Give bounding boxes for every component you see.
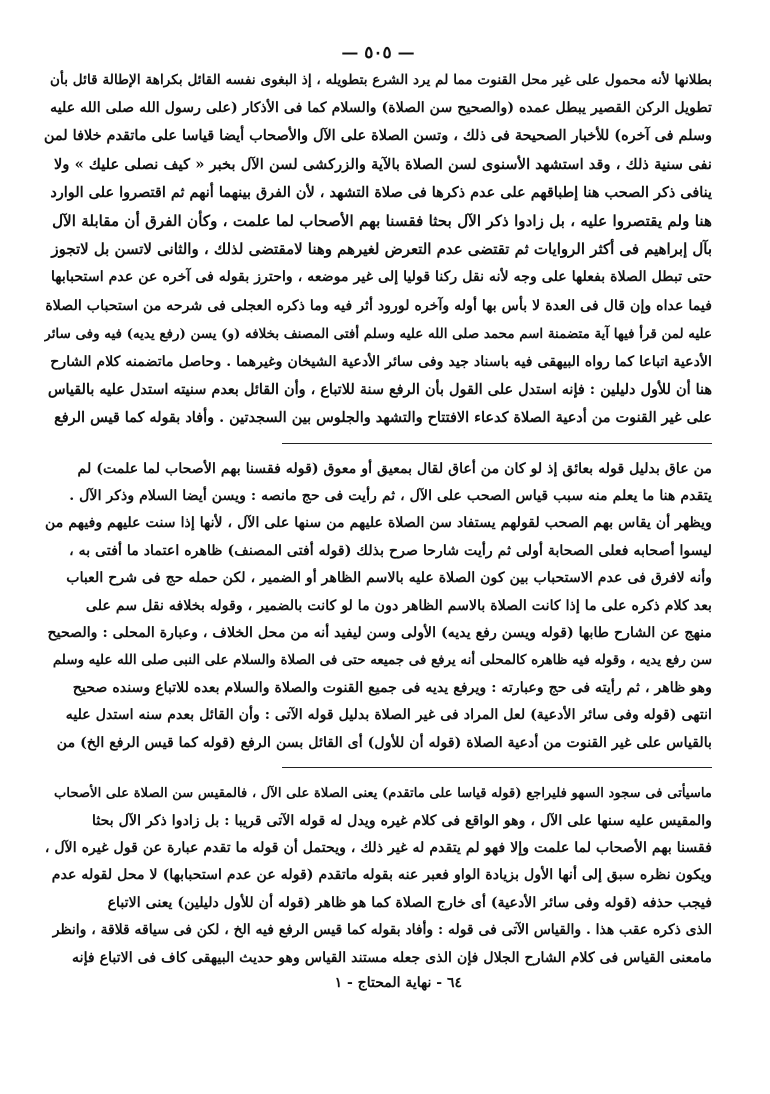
print-signature: ٦٤ - نهاية المحتاج - ١ [334,974,462,991]
commentary-first [44,456,712,757]
main-line: الأدعية اتباعا كما رواه البيهقى فيه باسناد جيد وفى سائر الأدعية الشيخان وغيرهما . وحاصل ماتضمنه كلام الشارح [50,354,712,371]
commentary-line: بالقياس على غير القنوت من أدعية الصلاة (قوله أن للأول) أى القائل بسن الرفع (قوله كما قيس الرفع الخ) من [56,734,712,751]
commentary-line: وهو ظاهر ، ثم رأيته فى حج وعبارته : ويرفع يديه فى جميع القنوت والصلاة والسلام بعده للاتباع وسنده صحيح [72,679,712,696]
commentary-line: بعد كلام ذكره على ما إذا كانت الصلاة بالاسم الظاهر دون ما لو كانت بالضمير ، وقوله بخلافه نقل سم على [85,597,712,614]
main-text [44,66,712,433]
main-line: حتى تبطل الصلاة بفعلها على وجه لأنه نقل ركنا قوليا إلى غير موضعه ، واحترز بقوله فى آخره عن عدم استحبابها [50,269,712,286]
main-line: فيما عداه وإن قال فى العدة لا بأس بها أوله وآخره لورود أثر فيه وما ذكره العجلى فى شرحه من استحباب الصلاة [45,297,712,314]
commentary-line: والمقيس عليه سنها على الآل ، وهو الواقع فى كلام غيره ويدل له قوله الآتى قريبا : بل زادوا ذكر الآل بحثا [92,812,712,829]
commentary-second [44,780,712,972]
page-number: — ٥٠٥ — [341,43,415,63]
main-line: بطلانها لأنه محمول على غير محل القنوت مما لم يرد الشرع بتطويله ، إذ البغوى نفسه القائل بكراهة الإطالة قائل بأن [50,72,712,88]
commentary-line: وأنه لافرق فى عدم الاستحباب بين كون الصلاة عليه بالاسم الظاهر أو الضمير ، لكن حمله حج فى شرح العباب [66,570,712,587]
separator-rule [282,443,712,444]
main-line: على غير القنوت من أدعية الصلاة كدعاء الافتتاح والتشهد والجلوس بين السجدتين . وأفاد بقوله كما قيس الرفع [54,409,712,427]
commentary-line: ويكون نظره سبق إلى أنها الأول بزيادة الواو فعبر عنه بقوله ماتقدم (قوله عن عدم استحبابها) لا محل لقوله عدم [51,867,712,884]
commentary-line: فقسنا بهم الأصحاب لما علمت وإلا فهو لم يتقدم له غير ذلك ، ويحتمل أن قوله ما تقدم عبارة عن قول غيره الآل ، [44,839,712,856]
commentary-line: سن رفع يديه ، وقوله فيه ظاهره كالمحلى أنه يرفع فى جميعه حتى فى الصلاة والسلام على النبى صلى الله عليه وسلم [52,652,712,669]
commentary-line: فيجب حذفه (قوله وفى سائر الأدعية) أى خارج الصلاة كما هو ظاهر (قوله أن للأول دليلين) يعنى الاتباع [107,894,712,911]
commentary-line: منهج عن الشارح طابها (قوله ويسن رفع يديه) الأولى وسن ليفيد أنه من محل الخلاف ، وعبارة المحلى : والصحيح [47,625,712,642]
commentary-line: من عاق بدليل قوله بعائق إذ لو كان من أعاق لقال بمعيق أو معوق (قوله فقسنا بهم الأصحاب لما علمت) لم [77,460,712,477]
main-line: بآل إبراهيم فى أكثر الروايات ثم تقتضى عدم التعرض لغيرهم وهنا لامقتضى لذلك ، والثانى لاتسن بل لاتجوز [51,240,712,259]
main-line: ينافى ذكر الصحب هنا إطباقهم على عدم ذكرها فى صلاة التشهد ، لأن الفرق بينهما أنهم ثم اقتصروا على الوارد [50,183,712,201]
commentary-line: مامعنى القياس فى كلام الشارح الجلال فإن الذى جعله مستند القياس وهو حديث البيهقى كاف فى الاتباع فإنه [72,949,712,966]
main-line: عليه لمن قرأ فيها آية متضمنة اسم محمد صلى الله عليه وسلم أفتى المصنف بخلافه (و) يسن (رفع يديه) فيه وفى سائر [44,325,712,342]
separator-rule [282,767,712,768]
main-line: وسلم فى آخره) للأخبار الصحيحة فى ذلك ، وتسن الصلاة على الآل والأصحاب أيضا قياسا على ماتقدم خلافا لمن [44,127,712,145]
commentary-line: الذى ذكره عقب هذا . والقياس الآتى فى قوله : وأفاد بقوله كما قيس الرفع فيه الخ ، لكن فى سياقه قلاقة ، وانظر [52,922,712,939]
main-line: تطويل الركن القصير يبطل عمده (والصحيح سن الصلاة) والسلام كما فى الأذكار (على رسول الله صلى الله عليه [50,100,712,117]
commentary-line: انتهى (قوله وفى سائر الأدعية) لعل المراد فى غير الصلاة بدليل قوله الآتى : وأن القائل بعدم سنه استدل عليه [65,707,712,724]
commentary-line: ويظهر أن يقاس بهم الصحب لقولهم يستفاد سن الصلاة عليهم من سنها على الآل ، لأنها إذا سنت عليهم وفيهم من [45,515,712,532]
commentary-line: ليسوا أصحابه فعلى الصحابة أولى ثم رأيت شارحا صرح بذلك (قوله أفتى المصنف) ظاهره اعتماد ما أفتى به ، [69,542,712,559]
commentary-line: ماسيأتى فى سجود السهو فليراجع (قوله قياسا على ماتقدم) يعنى الصلاة على الآل ، فالمقيس سن الصلاة على الأصحاب [54,786,712,802]
main-line: هنا أن للأول دليلين : فإنه استدل على القول بأن الرفع سنة للاتباع ، وأن القائل بعدم سنيته استدل عليه بالقياس [47,381,712,399]
main-line: نفى سنية ذلك ، وقد استشهد الأسنوى لسن الصلاة بالآية والزركشى لسن الآل بخبر « كيف نصلى عليك » ولا [53,155,712,173]
commentary-line: يتقدم هنا ما يعلم منه سبب قياس الصحب على الآل ، ثم رأيت فى حج مانصه : ويسن أيضا السلام وذكر الآل . [69,488,712,505]
main-line: هنا ولم يقتصروا عليه ، بل زادوا ذكر الآل بحثا فقسنا بهم الأصحاب لما علمت ، وكأن الفرق أن مقابلة الآل [52,212,712,231]
